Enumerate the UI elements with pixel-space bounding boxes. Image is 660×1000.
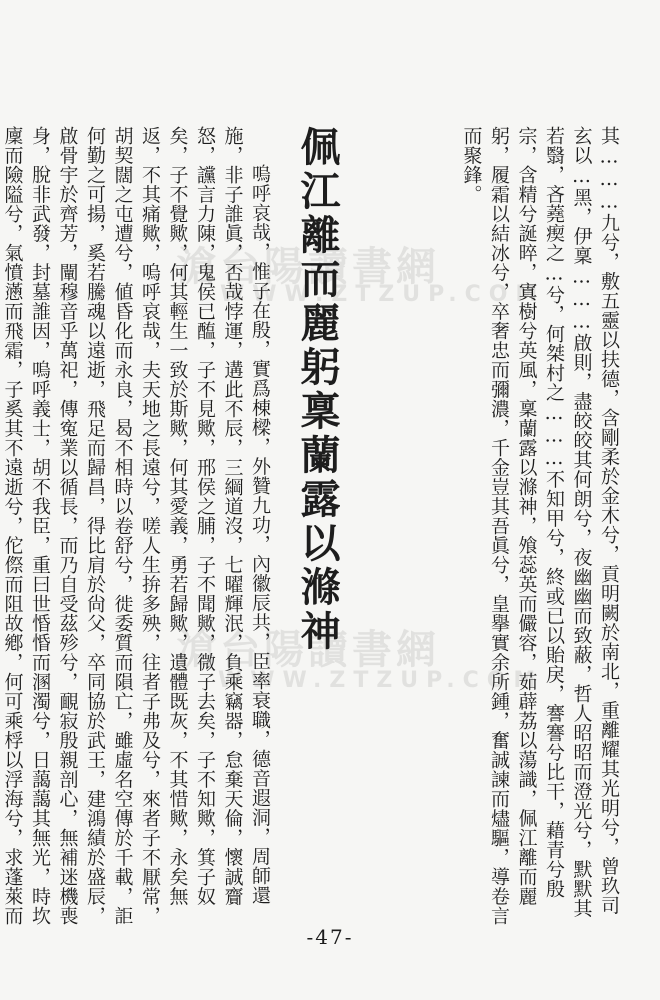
title-part-1: 佩江離而麗躬 (294, 126, 340, 390)
watermark-url: WWW.ZTZUP.COM (218, 668, 544, 693)
section-title (273, 126, 361, 926)
watermark-text: 滄台陽讀書網 (176, 244, 440, 290)
paragraph-main: 嗚呼哀哉，惟子在殷，實爲棟樑，外贊九功，內徽辰共，臣率衰職，德音遐洞，周師還施，非子誰眞，否哉悖運，遘此不辰，三綱道沒，七曜輝泯，負乘竊器，怠棄天倫，懷誠齎怒，讜言力陳，鬼侯已醢，子不見歟，邢侯之脯，子不聞歟，微子去矣，子不知歟，箕子奴矣，子不覺歟，何其輕生一致於斯歟，何其愛義，勇若歸歟，遺體既灰，不其惜歟，永矣無返，不其痛歟，嗚呼哀哉，夫天地之長遠兮，嗟人生拚多殃，往者子弗及兮，來者子不厭常，胡契闊之屯遭兮，値昏化而永良，曷不相時以卷舒兮，徙委質而隕亡，雖虛名空傳於千載，詎何勤之可揚，奚若騰魂以遠逝，飛足而歸昌，得比肩於尙父，卒同協於武王，建鴻績於盛辰，啟骨宇於齊芳，闡穆音乎萬祀，傳寃業以循長，而乃自受茲殄兮，靦寂殷親剖心，無補迷機喪身，脫非武發，封墓誰因，嗚呼義士，胡不我臣，重曰世惛惛而溷濁兮，日藹藹其無光，時坎廩而險隘兮，氣憤懣而飛霜，子奚其不遠逝兮，佗傺而阻故鄕，何可乘桴以浮海兮，求蓬萊而 (1, 126, 271, 926)
page-number: -47- (306, 925, 354, 949)
title-part-2: 稟蘭露以滌神 (294, 390, 340, 654)
paragraph-opening: 其………九兮，敷五靈以扶德，含剛柔於金木兮，貢明闕於南北，重離耀其光明兮，曾玖司玄以…黑，伊稟………啟則，盡皎皎其何朗兮，夜幽幽而致蔽，哲人昭昭而澄光兮，默默其若翳，吝蕘瘈之…兮，何桀村之………不知甲兮，終或已以貽戾，謇謇兮比干，藉青兮殷宗，含精兮誕晬，寘樹兮英風，稟蘭露以滌神，飧蕊英而儼容，茹薜荔以蕩識，佩江離而麗躬，履霜以結冰兮，卒奢忠而彌濃，千金豈其吾眞兮，皇擧實余所鍾，奮誠諫而燼驅，導卷言而聚鋒。 (460, 126, 620, 926)
vertical-text-body (1, 126, 622, 926)
watermark-url: WWW.ZTZUP.COM (220, 282, 546, 307)
watermark-text: 滄台陽讀書網 (176, 627, 440, 673)
